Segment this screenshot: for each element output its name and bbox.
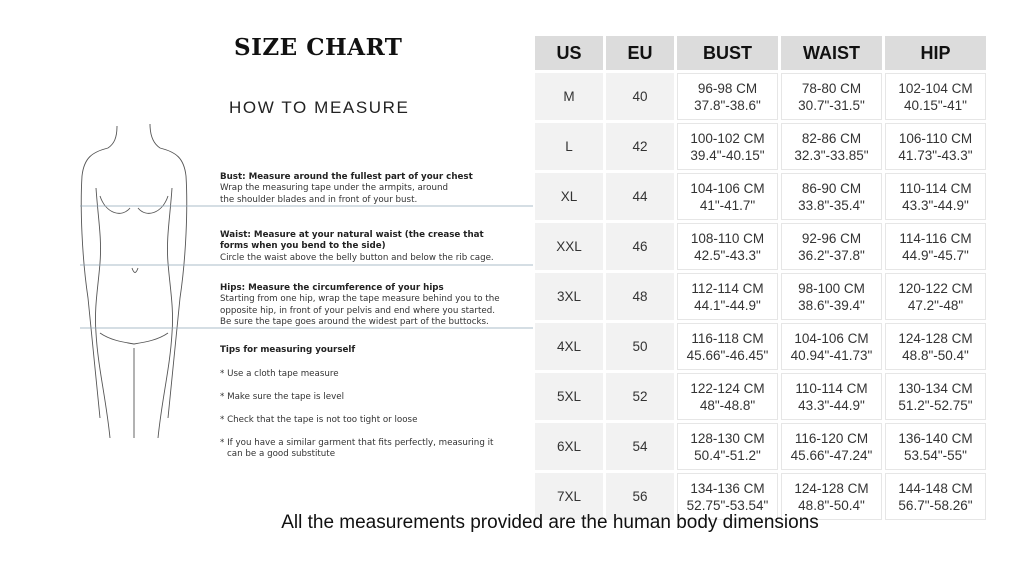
waist-cell — [781, 373, 882, 420]
bust-line-2: the shoulder blades and in front of your bust. — [220, 194, 418, 205]
how-to-measure-heading: HOW TO MEASURE — [229, 98, 410, 117]
waist-cell-in: 36.2"-37.8" — [798, 247, 865, 263]
eu-size-cell-value: 56 — [632, 489, 648, 504]
hip-cell-in: 43.3"-44.9" — [902, 197, 969, 213]
eu-size-cell — [606, 123, 674, 170]
hip-cell — [885, 173, 986, 220]
waist-cell-cm: 82-86 CM — [801, 130, 862, 146]
waist-heading-2: forms when you bend to the side) — [220, 241, 386, 252]
eu-size-cell-value: 50 — [632, 339, 648, 354]
tip-4-line-1: * If you have a similar garment that fits perfectly, measuring it — [220, 438, 494, 448]
waist-cell — [781, 423, 882, 470]
waist-cell — [781, 273, 882, 320]
hips-line-3: Be sure the tape goes around the widest part of the buttocks. — [220, 316, 489, 327]
us-size-cell-value: 4XL — [556, 339, 582, 354]
hip-cell — [885, 73, 986, 120]
bust-cell-cm: 112-114 CM — [691, 280, 764, 296]
hips-instructions — [220, 283, 520, 328]
hip-cell-in: 41.73"-43.3" — [898, 147, 973, 163]
bust-cell — [677, 73, 778, 120]
hip-cell-cm: 130-134 CM — [898, 380, 973, 396]
us-size-cell — [535, 373, 603, 420]
bust-cell — [677, 423, 778, 470]
hip-cell-in: 47.2"-48" — [907, 297, 964, 313]
hip-cell-in: 40.15"-41" — [904, 97, 967, 113]
table-row — [535, 273, 986, 320]
bust-cell — [677, 123, 778, 170]
us-size-cell — [535, 223, 603, 270]
hip-cell-cm: 124-128 CM — [898, 330, 973, 346]
hip-cell-cm: 110-114 CM — [899, 180, 972, 196]
waist-cell-in: 43.3"-44.9" — [798, 397, 865, 413]
waist-cell-cm: 78-80 CM — [801, 80, 862, 96]
us-size-cell — [535, 273, 603, 320]
table-row — [535, 423, 986, 470]
us-size-cell — [535, 323, 603, 370]
eu-size-cell-value: 42 — [632, 139, 648, 154]
bust-cell-cm: 108-110 CM — [690, 230, 765, 246]
table-row — [535, 223, 986, 270]
waist-cell — [781, 173, 882, 220]
waist-cell-in: 30.7"-31.5" — [798, 97, 865, 113]
eu-size-cell-value: 52 — [632, 389, 648, 404]
table-body — [535, 73, 986, 520]
bust-cell-in: 37.8"-38.6" — [694, 97, 761, 113]
header-hip: HIP — [885, 36, 986, 70]
hip-cell-cm: 144-148 CM — [898, 480, 973, 496]
tips-heading: Tips for measuring yourself — [220, 345, 356, 355]
eu-size-cell — [606, 373, 674, 420]
bust-cell — [677, 373, 778, 420]
bust-cell-in: 42.5"-43.3" — [694, 247, 761, 263]
eu-size-cell-value: 54 — [632, 439, 648, 454]
header-eu: EU — [606, 36, 674, 70]
header-waist: WAIST — [781, 36, 882, 70]
bust-cell-in: 39.4"-40.15" — [690, 147, 765, 163]
waist-cell-cm: 124-128 CM — [794, 480, 869, 496]
eu-size-cell — [606, 323, 674, 370]
waist-cell — [781, 123, 882, 170]
eu-size-cell-value: 40 — [632, 89, 648, 104]
eu-size-cell — [606, 423, 674, 470]
footer-note: All the measurements provided are the human body dimensions — [281, 512, 819, 533]
bust-cell-in: 45.66"-46.45" — [686, 347, 769, 363]
tip-4-line-2: can be a good substitute — [227, 449, 336, 460]
table-header-row — [535, 36, 986, 70]
bust-cell — [677, 323, 778, 370]
waist-cell-cm: 86-90 CM — [801, 180, 862, 196]
table-row — [535, 323, 986, 370]
waist-cell-in: 32.3"-33.85" — [794, 147, 869, 163]
us-size-cell-value: L — [565, 139, 573, 154]
us-size-cell-value: 7XL — [556, 489, 582, 504]
eu-size-cell — [606, 73, 674, 120]
bust-cell-cm: 100-102 CM — [690, 130, 765, 146]
waist-cell-in: 33.8"-35.4" — [798, 197, 865, 213]
tip-1: * Use a cloth tape measure — [220, 369, 339, 379]
us-size-cell-value: XXL — [556, 239, 582, 254]
header-bust: BUST — [677, 36, 778, 70]
size-table — [532, 33, 989, 523]
hip-cell — [885, 273, 986, 320]
tip-2: * Make sure the tape is level — [220, 392, 344, 402]
hip-cell — [885, 323, 986, 370]
waist-line-1: Circle the waist above the belly button and below the rib cage. — [220, 252, 494, 263]
table-row — [535, 173, 986, 220]
waist-cell-in: 48.8"-50.4" — [798, 497, 865, 513]
waist-cell-cm: 110-114 CM — [795, 380, 868, 396]
waist-cell-cm: 92-96 CM — [801, 230, 862, 246]
bust-cell — [677, 223, 778, 270]
waist-cell-cm: 98-100 CM — [798, 280, 865, 296]
waist-instructions — [220, 230, 520, 264]
bust-heading: Bust: Measure around the fullest part of your chest — [220, 172, 473, 182]
eu-size-cell-value: 44 — [632, 189, 648, 204]
hip-cell — [885, 373, 986, 420]
bust-cell-cm: 96-98 CM — [697, 80, 758, 96]
bust-cell-in: 50.4"-51.2" — [694, 447, 761, 463]
bust-cell-cm: 128-130 CM — [690, 430, 765, 446]
waist-cell-cm: 116-120 CM — [794, 430, 869, 446]
bust-line-1: Wrap the measuring tape under the armpits, around — [220, 183, 449, 194]
us-size-cell-value: 5XL — [556, 389, 582, 404]
hip-cell-in: 53.54"-55" — [904, 447, 967, 463]
bust-cell-in: 44.1"-44.9" — [694, 297, 761, 313]
us-size-cell-value: 3XL — [556, 289, 582, 304]
waist-cell-in: 45.66"-47.24" — [790, 447, 873, 463]
waist-cell — [781, 73, 882, 120]
table-row — [535, 123, 986, 170]
bust-cell-cm: 134-136 CM — [690, 480, 765, 496]
us-size-cell-value: M — [563, 89, 575, 104]
bust-cell-cm: 104-106 CM — [690, 180, 765, 196]
hip-cell-in: 48.8"-50.4" — [902, 347, 969, 363]
us-size-cell-value: XL — [560, 189, 578, 204]
hip-cell-cm: 120-122 CM — [898, 280, 973, 296]
bust-cell-in: 52.75"-53.54" — [686, 497, 769, 513]
hip-cell-in: 44.9"-45.7" — [902, 247, 969, 263]
tip-3: * Check that the tape is not too tight or loose — [220, 415, 418, 425]
hip-cell-in: 51.2"-52.75" — [898, 397, 973, 413]
tip-4 — [220, 438, 520, 461]
page-title: SIZE CHART — [234, 34, 403, 61]
hips-heading: Hips: Measure the circumference of your hips — [220, 283, 444, 293]
hip-cell-cm: 102-104 CM — [898, 80, 973, 96]
eu-size-cell-value: 48 — [632, 289, 648, 304]
hip-cell-cm: 136-140 CM — [898, 430, 973, 446]
header-us: US — [535, 36, 603, 70]
bust-cell-in: 48"-48.8" — [699, 397, 756, 413]
us-size-cell — [535, 73, 603, 120]
waist-cell-cm: 104-106 CM — [794, 330, 869, 346]
us-size-cell — [535, 123, 603, 170]
us-size-cell — [535, 423, 603, 470]
table-row — [535, 73, 986, 120]
bust-cell-cm: 116-118 CM — [691, 330, 764, 346]
eu-size-cell — [606, 223, 674, 270]
hip-cell — [885, 123, 986, 170]
table-row — [535, 373, 986, 420]
us-size-cell-value: 6XL — [556, 439, 582, 454]
bust-cell — [677, 273, 778, 320]
waist-heading-1: Waist: Measure at your natural waist (the crease that — [220, 230, 484, 240]
waist-cell-in: 40.94"-41.73" — [790, 347, 873, 363]
hip-cell-cm: 114-116 CM — [899, 230, 972, 246]
bust-cell — [677, 173, 778, 220]
hip-cell-cm: 106-110 CM — [898, 130, 973, 146]
hip-cell-in: 56.7"-58.26" — [898, 497, 973, 513]
hips-line-1: Starting from one hip, wrap the tape measure behind you to the — [220, 294, 500, 305]
hips-line-2: opposite hip, in front of your pelvis and end where you started. — [220, 305, 495, 316]
waist-cell — [781, 223, 882, 270]
hip-cell — [885, 223, 986, 270]
us-size-cell — [535, 173, 603, 220]
waist-cell — [781, 323, 882, 370]
eu-size-cell — [606, 173, 674, 220]
hip-cell — [885, 423, 986, 470]
waist-cell-in: 38.6"-39.4" — [798, 297, 865, 313]
bust-cell-in: 41"-41.7" — [699, 197, 756, 213]
bust-cell-cm: 122-124 CM — [690, 380, 765, 396]
bust-instructions — [220, 172, 520, 206]
eu-size-cell — [606, 273, 674, 320]
eu-size-cell-value: 46 — [632, 239, 648, 254]
